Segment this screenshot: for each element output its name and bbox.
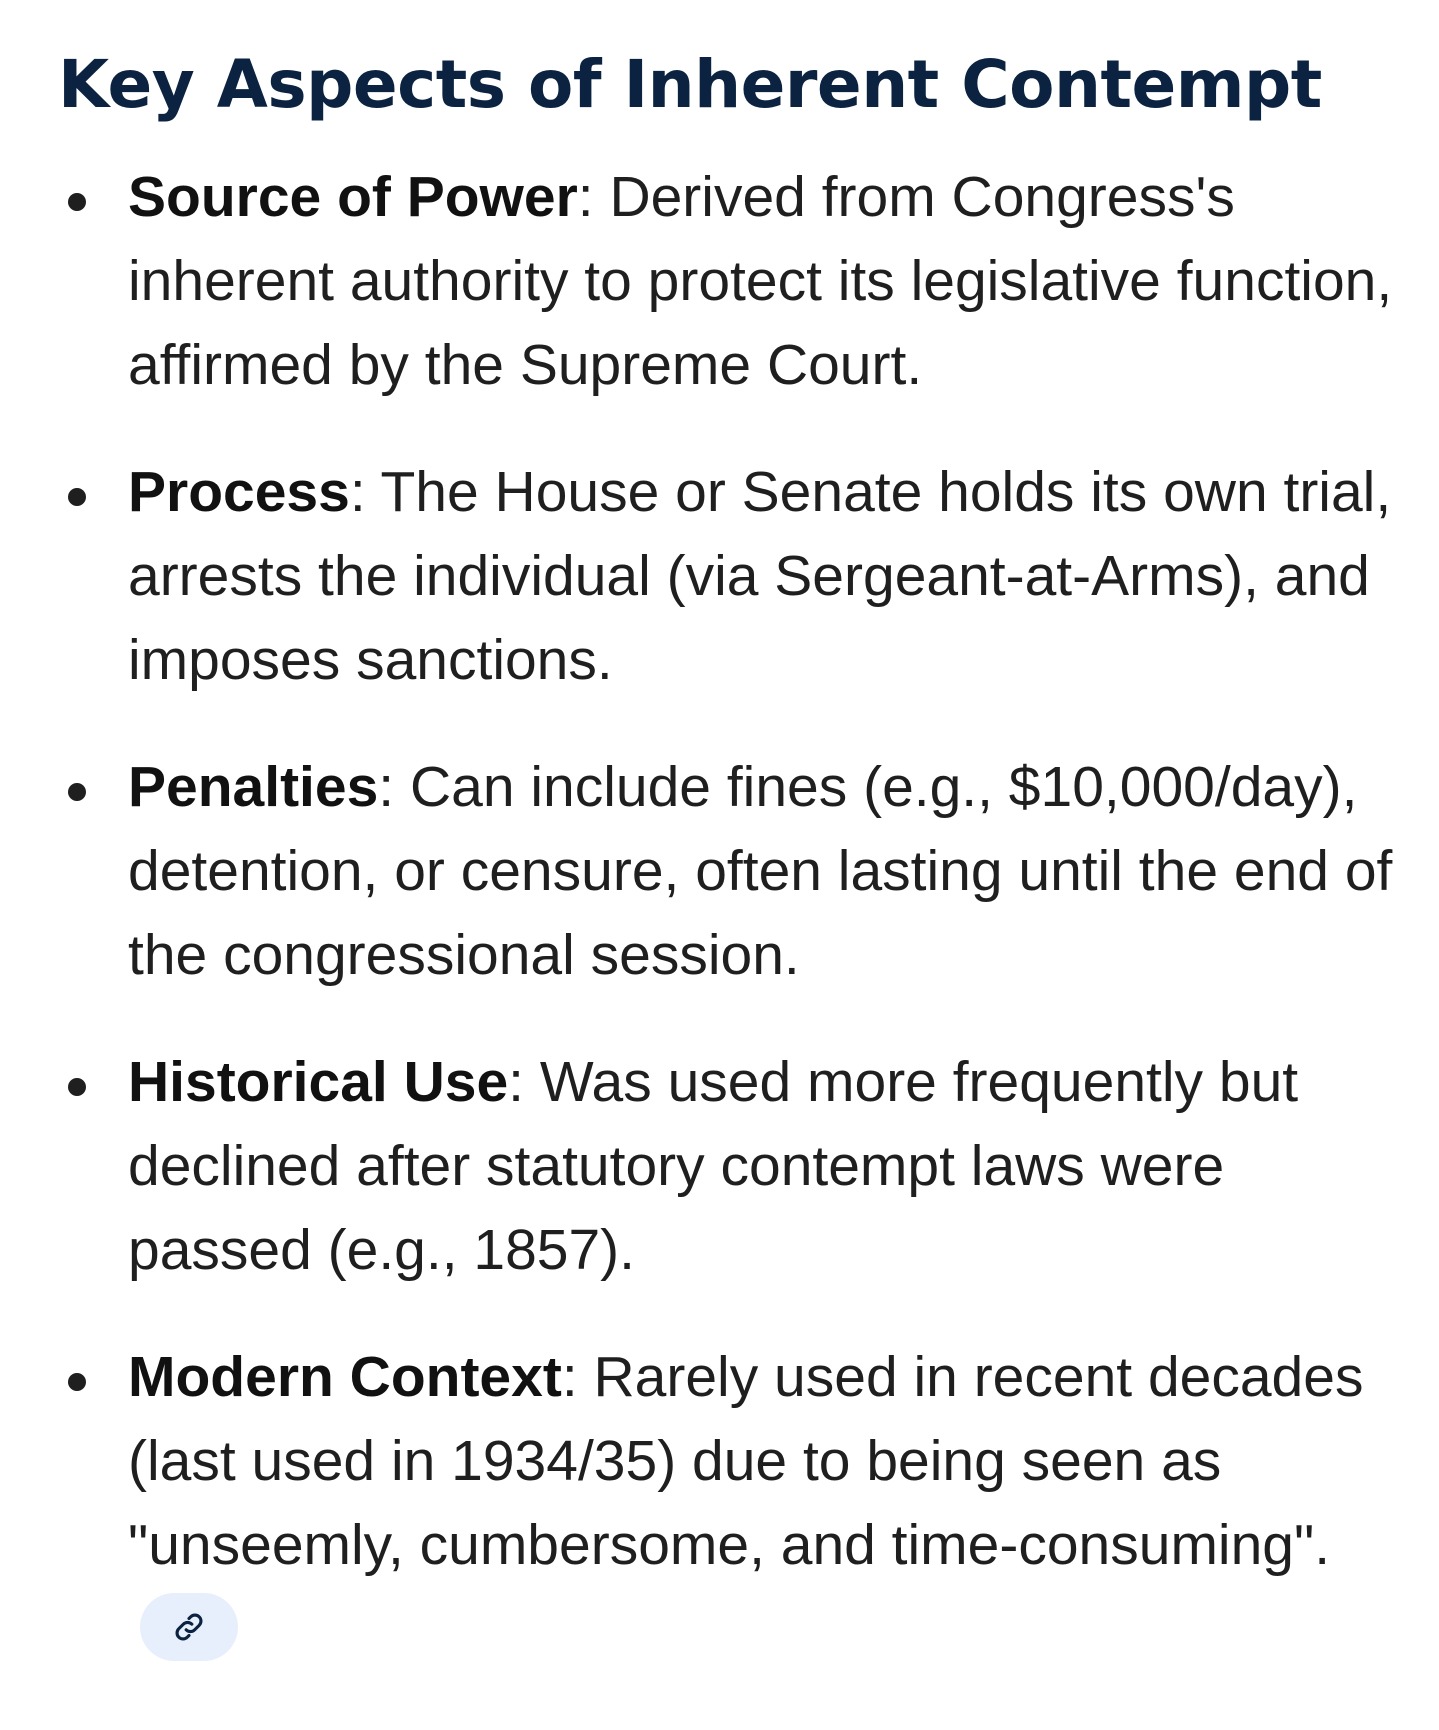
list-item-description: Can include fines (e.g., $10,000/day), detention, or censure, often lasting until the end of the congressional session. (128, 755, 1393, 987)
list-item-term: Process (128, 460, 350, 524)
list-item-text (128, 1040, 1396, 1292)
bullet-icon (68, 193, 86, 211)
list-item-description: Derived from Congress's inherent authority to protect its legislative function, affirmed by the Supreme Court. (128, 165, 1393, 397)
list-item-text (128, 745, 1396, 997)
section-heading: Key Aspects of Inherent Contempt (58, 46, 1322, 123)
list-item-term: Modern Context (128, 1345, 562, 1409)
bullet-icon (68, 488, 86, 506)
bullet-icon (68, 1078, 86, 1096)
list-item-separator: : (508, 1050, 525, 1114)
list-item-separator: : (577, 165, 594, 229)
list-item-text (128, 450, 1396, 702)
list-item-text (128, 1335, 1396, 1671)
list-item-term: Historical Use (128, 1050, 509, 1114)
list-item-term: Penalties (128, 755, 379, 819)
list-item-text (128, 155, 1396, 407)
link-icon (172, 1610, 206, 1644)
list-item-description: The House or Senate holds its own trial, arrests the individual (via Sergeant-at-Arms), and imposes sanctions. (128, 460, 1392, 692)
list-item-term: Source of Power (128, 165, 578, 229)
bullet-icon (68, 783, 86, 801)
bullet-icon (68, 1373, 86, 1391)
list-item-description: Was used more frequently but declined after statutory contempt laws were passed (e.g., 1857). (128, 1050, 1299, 1282)
list-item-separator: : (349, 460, 366, 524)
list-item-separator: : (561, 1345, 578, 1409)
list-item-separator: : (378, 755, 395, 819)
source-link-chip[interactable] (140, 1593, 238, 1661)
list-item-description: Rarely used in recent decades (last used in 1934/35) due to being seen as "unseemly, cumbersome, and time-consuming". (128, 1345, 1364, 1577)
